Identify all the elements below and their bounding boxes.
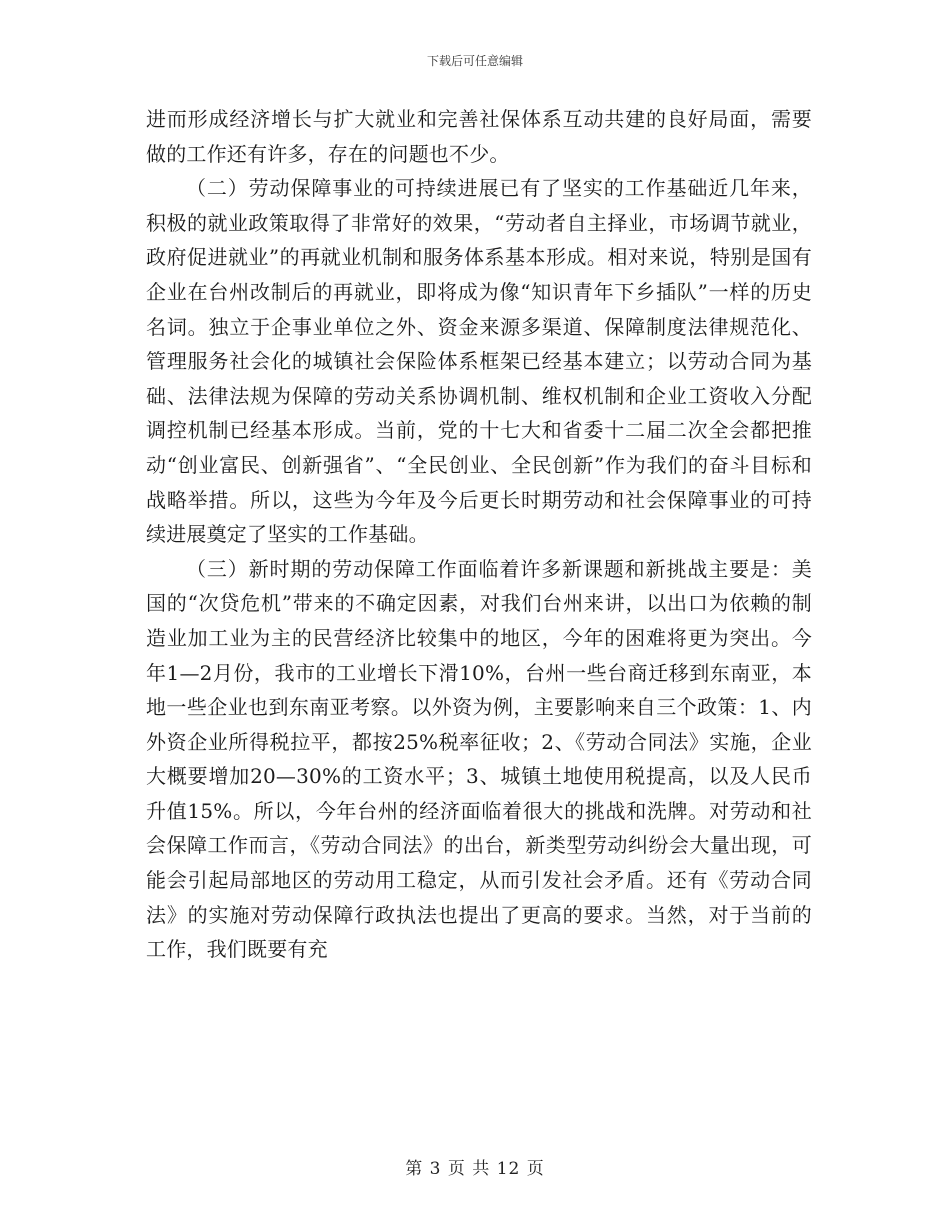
page-number-footer: 第 3 页 共 12 页 [405, 1159, 545, 1179]
paragraph-section-two: （二）劳动保障事业的可持续进展已有了坚实的工作基础近几年来，积极的就业政策取得了非常好的效果，“劳动者自主择业，市场调节就业，政府促进就业”的再就业机制和服务体系基本形成。相对来说，特别是国有企业在台州改制后的再就业，即将成为像“知识青年下乡插队”一样的历史名词。独立于企事业单位之外、资金来源多渠道、保障制度法律规范化、管理服务社会化的城镇社会保险体系框架已经基本建立；以劳动合同为基础、法律法规为保障的劳动关系协调机制、维权机制和企业工资收入分配调控机制已经基本形成。当前，党的十七大和省委十二届二次全会都把推动“创业富民、创新强省”、“全民创业、全民创新”作为我们的奋斗目标和战略举措。所以，这些为今年及今后更长时期劳动和社会保障事业的可持续进展奠定了坚实的工作基础。 [146, 176, 812, 547]
document-body [146, 102, 812, 967]
paragraph-section-three: （三）新时期的劳动保障工作面临着许多新课题和新挑战主要是：美国的“次贷危机”带来的不确定因素，对我们台州来讲，以出口为依赖的制造业加工业为主的民营经济比较集中的地区，今年的困难将更为突出。今年1—2月份，我市的工业增长下滑10%，台州一些台商迁移到东南亚，本地一些企业也到东南亚考察。以外资为例，主要影响来自三个政策：1、内外资企业所得税拉平，都按25%税率征收；2、《劳动合同法》实施，企业大概要增加20—30%的工资水平；3、城镇土地使用税提高，以及人民币升值15%。所以，今年台州的经济面临着很大的挑战和洗牌。对劳动和社会保障工作而言，《劳动合同法》的出台，新类型劳动纠纷会大量出现，可能会引起局部地区的劳动用工稳定，从而引发社会矛盾。还有《劳动合同法》的实施对劳动保障行政执法也提出了更高的要求。当然，对于当前的工作，我们既要有充 [146, 556, 812, 962]
page-header-note: 下载后可任意编辑 [426, 54, 523, 68]
paragraph-continuation: 进而形成经济增长与扩大就业和完善社保体系互动共建的良好局面，需要做的工作还有许多，存在的问题也不少。 [146, 107, 812, 166]
